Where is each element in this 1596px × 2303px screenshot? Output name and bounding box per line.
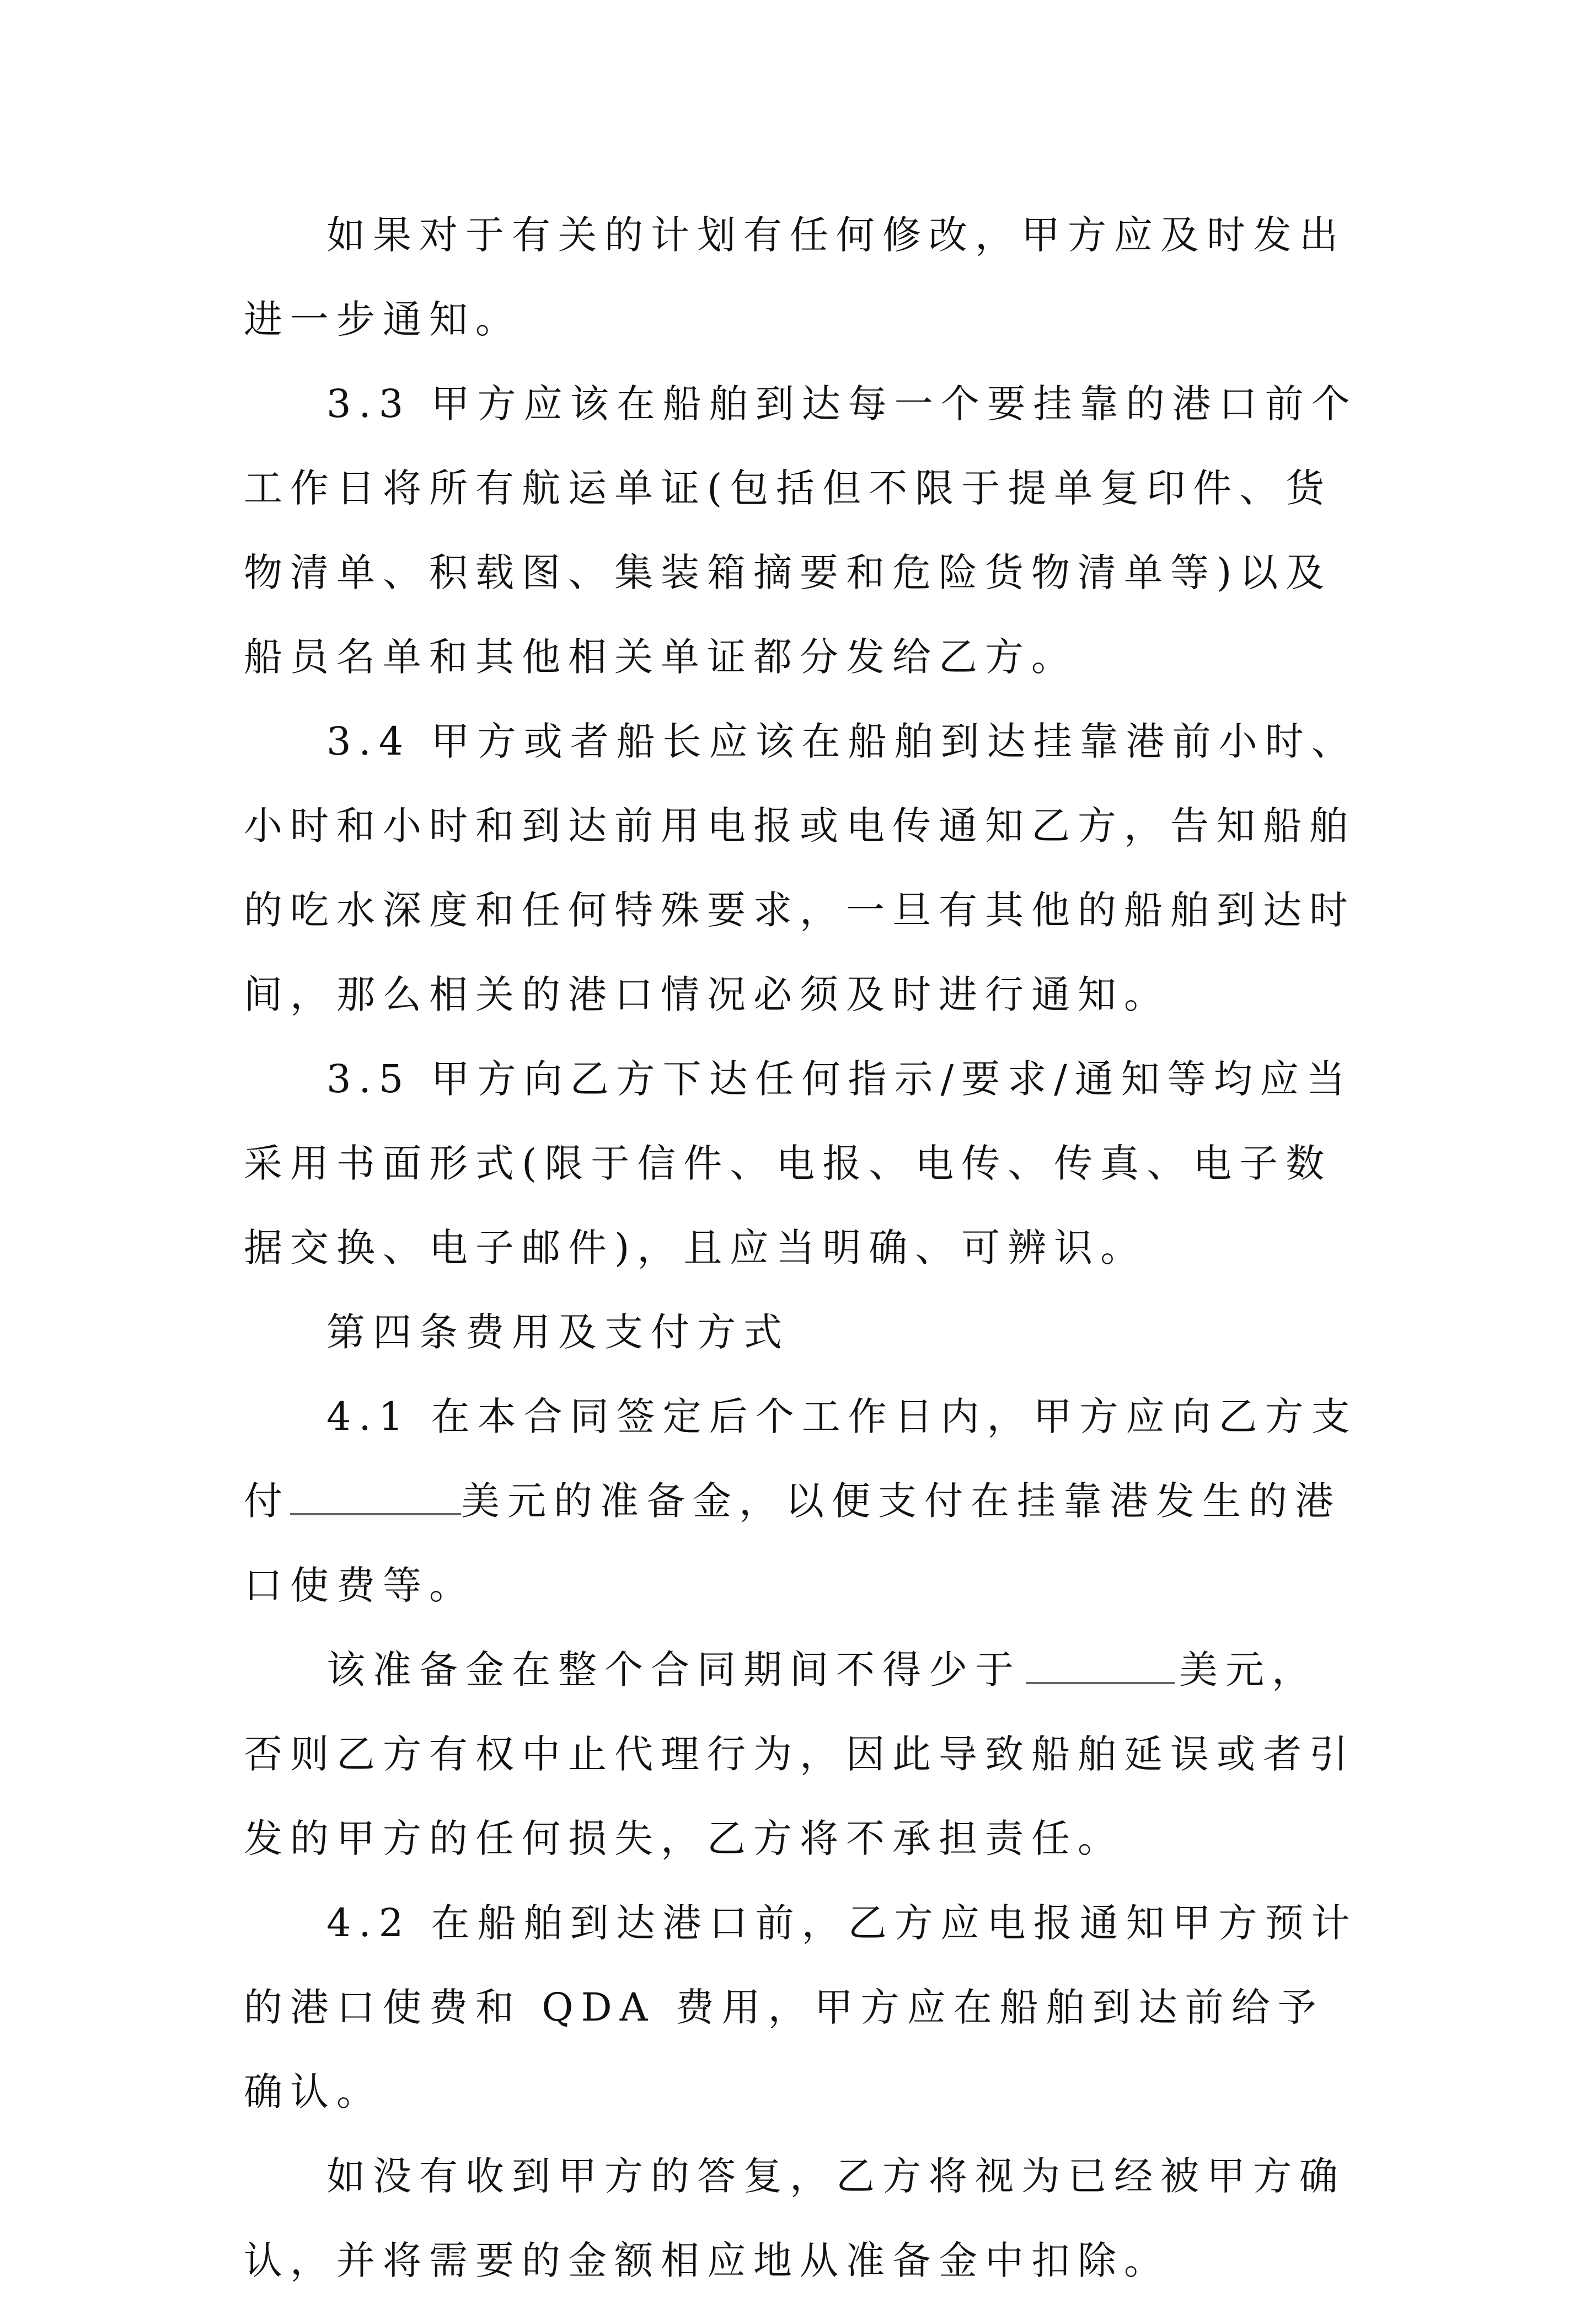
minimum-amount-blank-field: [1026, 1649, 1175, 1684]
paragraph-reserve-minimum: [244, 1628, 1358, 1881]
paragraph-4-2: 4.2 在船舶到达港口前，乙方应电报通知甲方预计的港口使费和 QDA 费用，甲方应在船舶到达前给予确认。: [244, 1900, 1358, 2114]
paragraph-reserve-rest: 美元，否则乙方有权中止代理行为，因此导致船舶延误或者引发的甲方的任何损失，乙方将不承担责任。: [244, 1647, 1356, 1861]
paragraph-4-1-lead: 4.1 在本合同签定后个工作日内，甲方应向乙方支付: [244, 1394, 1358, 1524]
amount-blank-field: [290, 1480, 461, 1515]
paragraph-reserve-lead: 该准备金在整个合同期间不得少于: [326, 1647, 1021, 1692]
paragraph-3-5: 3.5 甲方向乙方下达任何指示/要求/通知等均应当采用书面形式(限于信件、电报、电传、传真、电子数据交换、电子邮件)，且应当明确、可辨识。: [244, 1056, 1353, 1270]
paragraph-4-1: [244, 1375, 1358, 1628]
paragraph-3-3: 3.3 甲方应该在船舶到达每一个要挂靠的港口前个工作日将所有航运单证(包括但不限于提单复印件、货物清单、积载图、集装箱摘要和危险货物清单等)以及船员名单和其他相关单证都分发给乙方。: [244, 381, 1358, 680]
document-body: [244, 193, 1358, 2303]
paragraph-plan-modification: 如果对于有关的计划有任何修改，甲方应及时发出进一步通知。: [244, 212, 1346, 342]
paragraph-4-1-rest: 美元的准备金，以便支付在挂靠港发生的港口使费等。: [244, 1478, 1341, 1608]
paragraph-3-4: 3.4 甲方或者船长应该在船舶到达挂靠港前小时、小时和小时和到达前用电报或电传通知乙方，告知船舶的吃水深度和任何特殊要求，一旦有其他的船舶到达时间，那么相关的港口情况必须及时进行通知。: [244, 719, 1358, 1017]
paragraph-no-reply: 如没有收到甲方的答复，乙方将视为已经被甲方确认，并将需要的金额相应地从准备金中扣除。: [244, 2154, 1346, 2283]
section-heading-article-4: 第四条费用及支付方式: [326, 1310, 790, 1355]
